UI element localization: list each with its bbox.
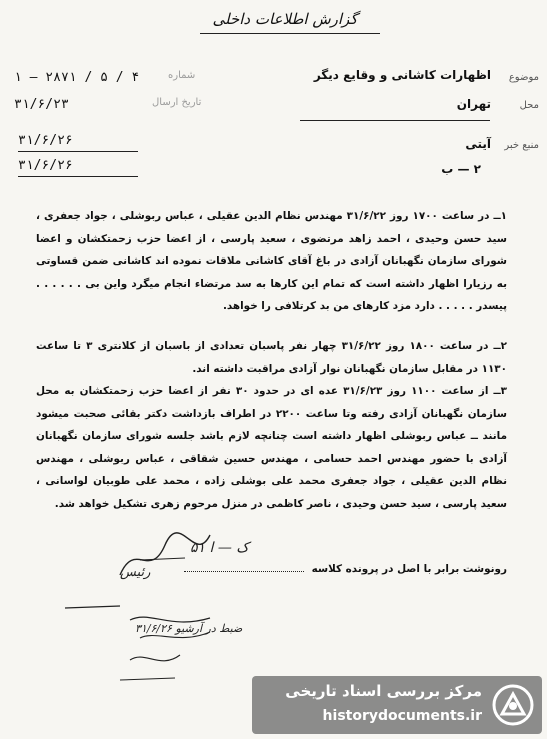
- watermark-text: مرکز بررسی اسناد تاریخی: [285, 682, 482, 700]
- ref-divider: [18, 151, 138, 152]
- title-underline: [200, 33, 380, 34]
- source-value: آیتی: [465, 137, 491, 151]
- paragraph-1: ۱ــ در ساعت ۱۷۰۰ روز ۳۱/۶/۲۲ مهندس نظام الدین عقیلی ، عباس ربوشلی ، جواد جعفری ، سید حسن وحیدی ، احمد زاهد مرتضوی ، سعید پارسی ، از اعضا حزب زحمتکشان و اعضا شورای سازمان نگهبانان آزادی در باغ آقای کاشانی ملاقات نموده اند کاشانی ضمن قساوتی به رزیارا اظهار داشته است که تمام این کارها به سد مرتضاء انجام میگرد واین بی . . . . . . پیسدر . . . . . دارد مزد کارهای من بد کرتلافی را خواهد.: [36, 210, 507, 312]
- ref-divider-2: [18, 176, 138, 177]
- archive-logo-icon: [492, 684, 534, 726]
- reference-number: ۱ — ۲۸۷۱ / ۵ / ۴: [14, 70, 140, 85]
- paragraph-3: ۳ــ از ساعت ۱۱۰۰ روز ۳۱/۶/۲۳ عده ای در حدود ۳۰ نفر از اعضا حزب زحمتکشان به محل سازمان نگهبانان آزادی رفته وتا ساعت ۲۲۰۰ در اطراف بازداشت دکتر بقائی صحبت میشود مانند ــ عباس ربوشلی اظهار داشته است چنانچه لازم باشد جلسه شورای سازمان نگهبانان آزادی با حضور مهندس احمد حسامی ، مهندس حسین شقاقی ، عباس ربوشلی ، مهندس نظام الدین عقیلی ، جواد جعفری محمد علی بوشلی زاده ، محمد علی طوبیان لواسانی ، سعید پارسی ، سید حسن وحیدی ، ناصر کاظمی در منزل مرحوم زهری تشکیل خواهد شد.: [36, 385, 507, 510]
- place-label: محل: [519, 100, 539, 111]
- grade-value: ۲ — ب: [441, 162, 481, 176]
- field-divider: [300, 120, 490, 121]
- signature: رئیس: [120, 565, 151, 580]
- watermark-banner: [252, 676, 542, 734]
- reference-date-2: ۳۱/۶/۲۶: [18, 133, 73, 148]
- stamp-text: ضبط در آرشیو ۳۱/۶/۲۶: [135, 622, 243, 635]
- footer-handwriting: ک — ا ۵۱: [190, 540, 249, 556]
- reference-date-3: ۳۱/۶/۲۶: [18, 158, 73, 173]
- subject-value: اظهارات کاشانی و وقایع دیگر: [313, 68, 491, 82]
- place-value: تهران: [456, 97, 491, 111]
- signature-scribble-icon: [110, 520, 230, 590]
- source-label: منبع خبر: [504, 140, 539, 151]
- footer-text: رونوشت برابر با اصل در پرونده کلاسه: [311, 563, 507, 575]
- watermark-url: historydocuments.ir: [322, 708, 482, 724]
- paragraph-2: ۲ــ در ساعت ۱۸۰۰ روز ۳۱/۶/۲۲ چهار نفر پاسبان تعدادی از باسبان از کلانتری ۳ تا ساعت ۱۱۳۰ در مقابل سازمان نگهبانان نوار آزادی مراقبت داشته اند.: [36, 340, 507, 375]
- subject-label: موضوع: [508, 72, 539, 83]
- handwritten-stamp-icon: [60, 600, 220, 690]
- reference-date: ۳۱/۶/۲۳: [14, 97, 69, 112]
- number-label: شماره: [168, 70, 196, 81]
- document-title: گزارش اطلاعات داخلی: [212, 10, 358, 28]
- date-label: تاریخ ارسال: [152, 97, 202, 108]
